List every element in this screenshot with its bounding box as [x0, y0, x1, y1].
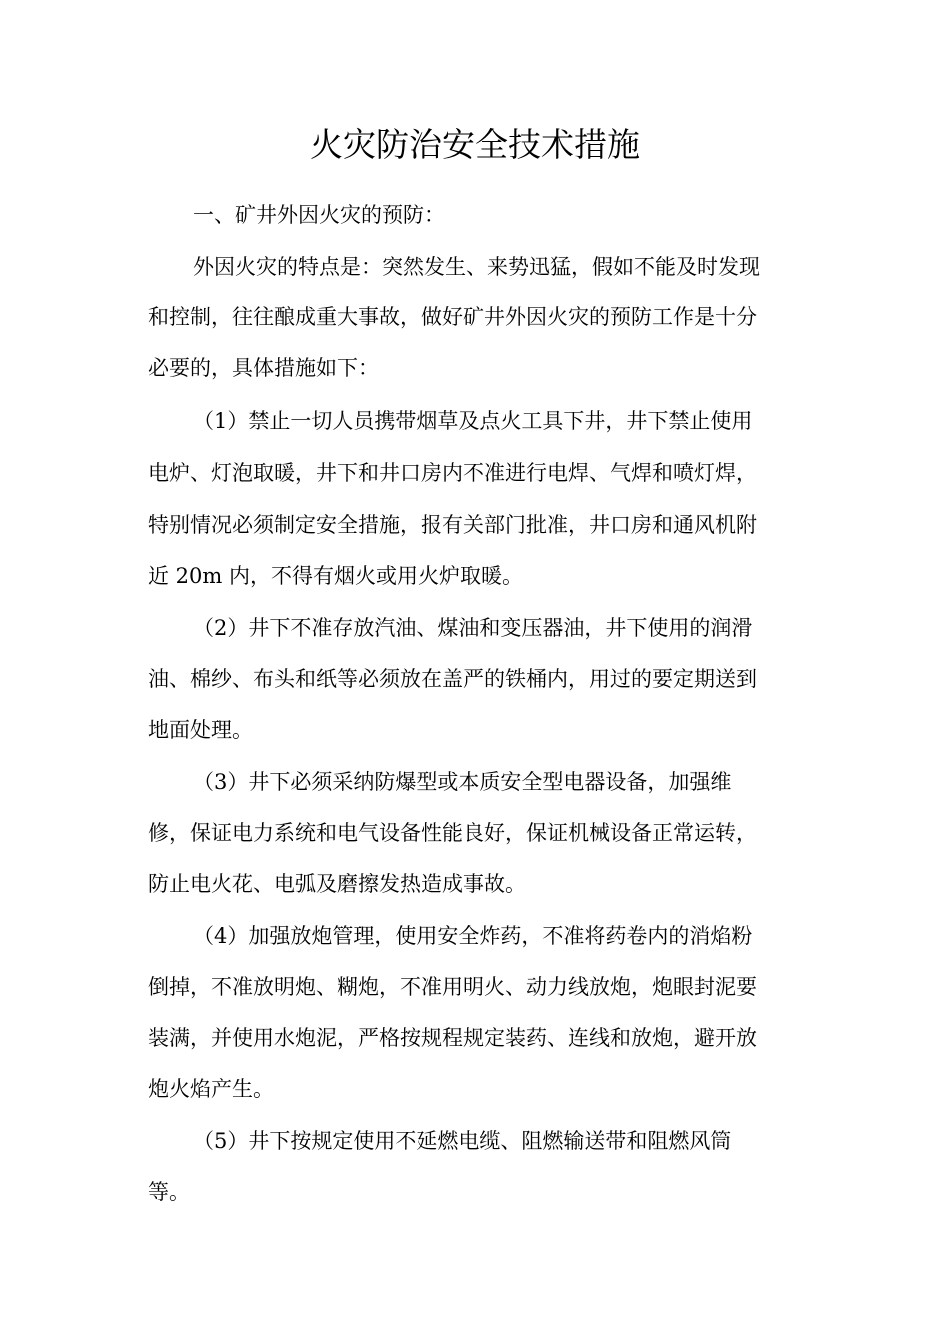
paragraph-line: 外因火灾的特点是：突然发生、来势迅猛，假如不能及时发现 [193, 255, 760, 279]
paragraph-line: 倒掉，不准放明炮、糊炮，不准用明火、动力线放炮，炮眼封泥要 [148, 975, 757, 999]
paragraph-line: （2）井下不准存放汽油、煤油和变压器油，井下使用的润滑 [193, 616, 753, 640]
paragraph-line: 防止电火花、电弧及磨擦发热造成事故。 [148, 872, 526, 896]
paragraph-line: 修，保证电力系统和电气设备性能良好，保证机械设备正常运转， [148, 821, 757, 845]
paragraph-line: 炮火焰产生。 [148, 1077, 274, 1101]
paragraph-line: （1）禁止一切人员携带烟草及点火工具下井，井下禁止使用 [193, 409, 753, 433]
paragraph-line: 近 20m 内，不得有烟火或用火炉取暖。 [148, 564, 523, 588]
document-title: 火灾防治安全技术措施 [310, 125, 640, 164]
paragraph-line: 特别情况必须制定安全措施，报有关部门批准，井口房和通风机附 [148, 513, 757, 537]
paragraph-line: （3）井下必须采纳防爆型或本质安全型电器设备，加强维 [193, 770, 732, 794]
paragraph-line: 油、棉纱、布头和纸等必须放在盖严的铁桶内，用过的要定期送到 [148, 667, 757, 691]
paragraph-line: 必要的，具体措施如下： [148, 356, 379, 380]
paragraph-line: 装满，并使用水炮泥，严格按规程规定装药、连线和放炮，避开放 [148, 1026, 757, 1050]
paragraph-line: 电炉、灯泡取暖，井下和井口房内不准进行电焊、气焊和喷灯焊， [148, 461, 757, 485]
paragraph-line: （5）井下按规定使用不延燃电缆、阻燃输送带和阻燃风筒 [193, 1129, 732, 1153]
paragraph-line: 和控制，往往酿成重大事故，做好矿井外因火灾的预防工作是十分 [148, 305, 757, 329]
paragraph-line: （4）加强放炮管理，使用安全炸药，不准将药卷内的消焰粉 [193, 924, 753, 948]
section-heading: 一、矿井外因火灾的预防： [193, 203, 445, 227]
paragraph-line: 等。 [148, 1180, 190, 1204]
paragraph-line: 地面处理。 [148, 718, 253, 742]
